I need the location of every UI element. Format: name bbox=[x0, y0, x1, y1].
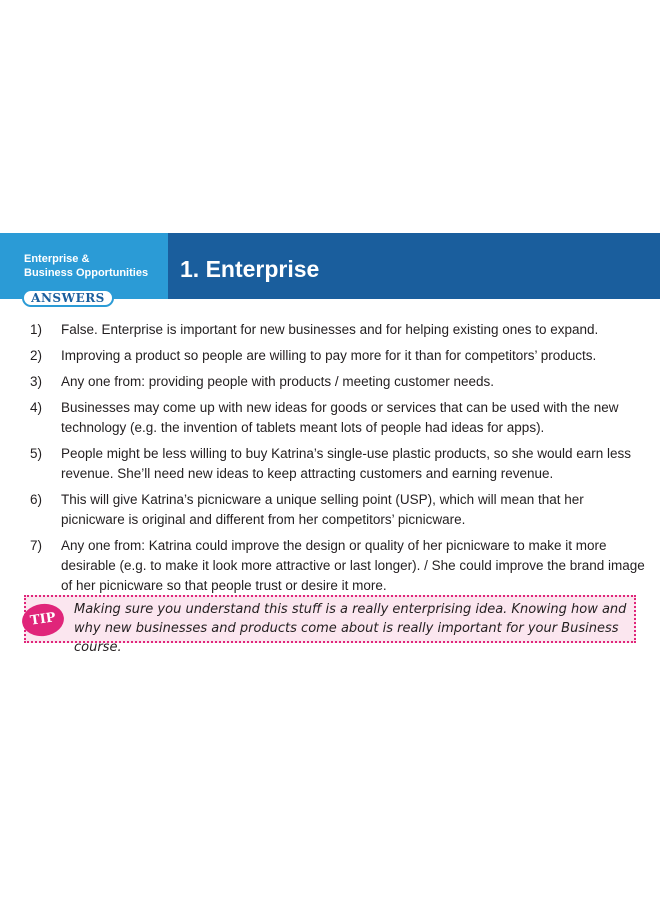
answers-badge-label: ANSWERS bbox=[31, 291, 105, 305]
answer-number: 5) bbox=[30, 446, 43, 461]
section-label-line2: Business Opportunities bbox=[24, 267, 149, 279]
answer-text: False. Enterprise is important for new businesses and for helping existing ones to expand. bbox=[61, 322, 599, 337]
answer-item bbox=[30, 372, 645, 392]
answer-number: 1) bbox=[30, 322, 43, 337]
section-label-line1: Enterprise & bbox=[24, 253, 90, 265]
answer-item bbox=[30, 346, 645, 366]
answer-number: 7) bbox=[30, 538, 43, 553]
answer-number: 2) bbox=[30, 348, 43, 363]
section-label bbox=[24, 252, 164, 280]
tip-text: Making sure you understand this stuff is a really enterprising idea. Knowing how and why new businesses and products come about is really important for your Business course. bbox=[74, 602, 627, 655]
answers-list bbox=[30, 320, 645, 602]
answer-text: Improving a product so people are willing to pay more for it than for competitors’ products. bbox=[61, 348, 597, 363]
answer-text: Businesses may come up with new ideas for goods or services that can be used with the new technology (e.g. the invention of tablets meant lots of people had ideas for apps). bbox=[61, 400, 619, 435]
answer-item bbox=[30, 398, 645, 438]
answer-text: Any one from: providing people with products / meeting customer needs. bbox=[61, 374, 494, 389]
answer-item bbox=[30, 444, 645, 484]
answer-item bbox=[30, 490, 645, 530]
answer-item bbox=[30, 536, 645, 596]
answers-badge bbox=[22, 289, 114, 307]
page-title: 1. Enterprise bbox=[180, 256, 320, 282]
answer-text: This will give Katrina’s picnicware a unique selling point (USP), which will mean that her picnicware is original and different from her competitors’ picnicware. bbox=[61, 492, 584, 527]
answer-number: 4) bbox=[30, 400, 43, 415]
answer-text: People might be less willing to buy Katrina’s single-use plastic products, so she would earn less revenue. She’ll need new ideas to keep attracting customers and earning revenue. bbox=[61, 446, 632, 481]
tip-badge: TIP bbox=[20, 601, 66, 639]
answer-item bbox=[30, 320, 645, 340]
answer-number: 3) bbox=[30, 374, 43, 389]
answer-text: Any one from: Katrina could improve the design or quality of her picnicware to make it more desirable (e.g. to make it look more attractive or last longer). / She could improve the brand image of her picnicware so that people trust or desire it more. bbox=[61, 538, 645, 593]
answer-number: 6) bbox=[30, 492, 43, 507]
